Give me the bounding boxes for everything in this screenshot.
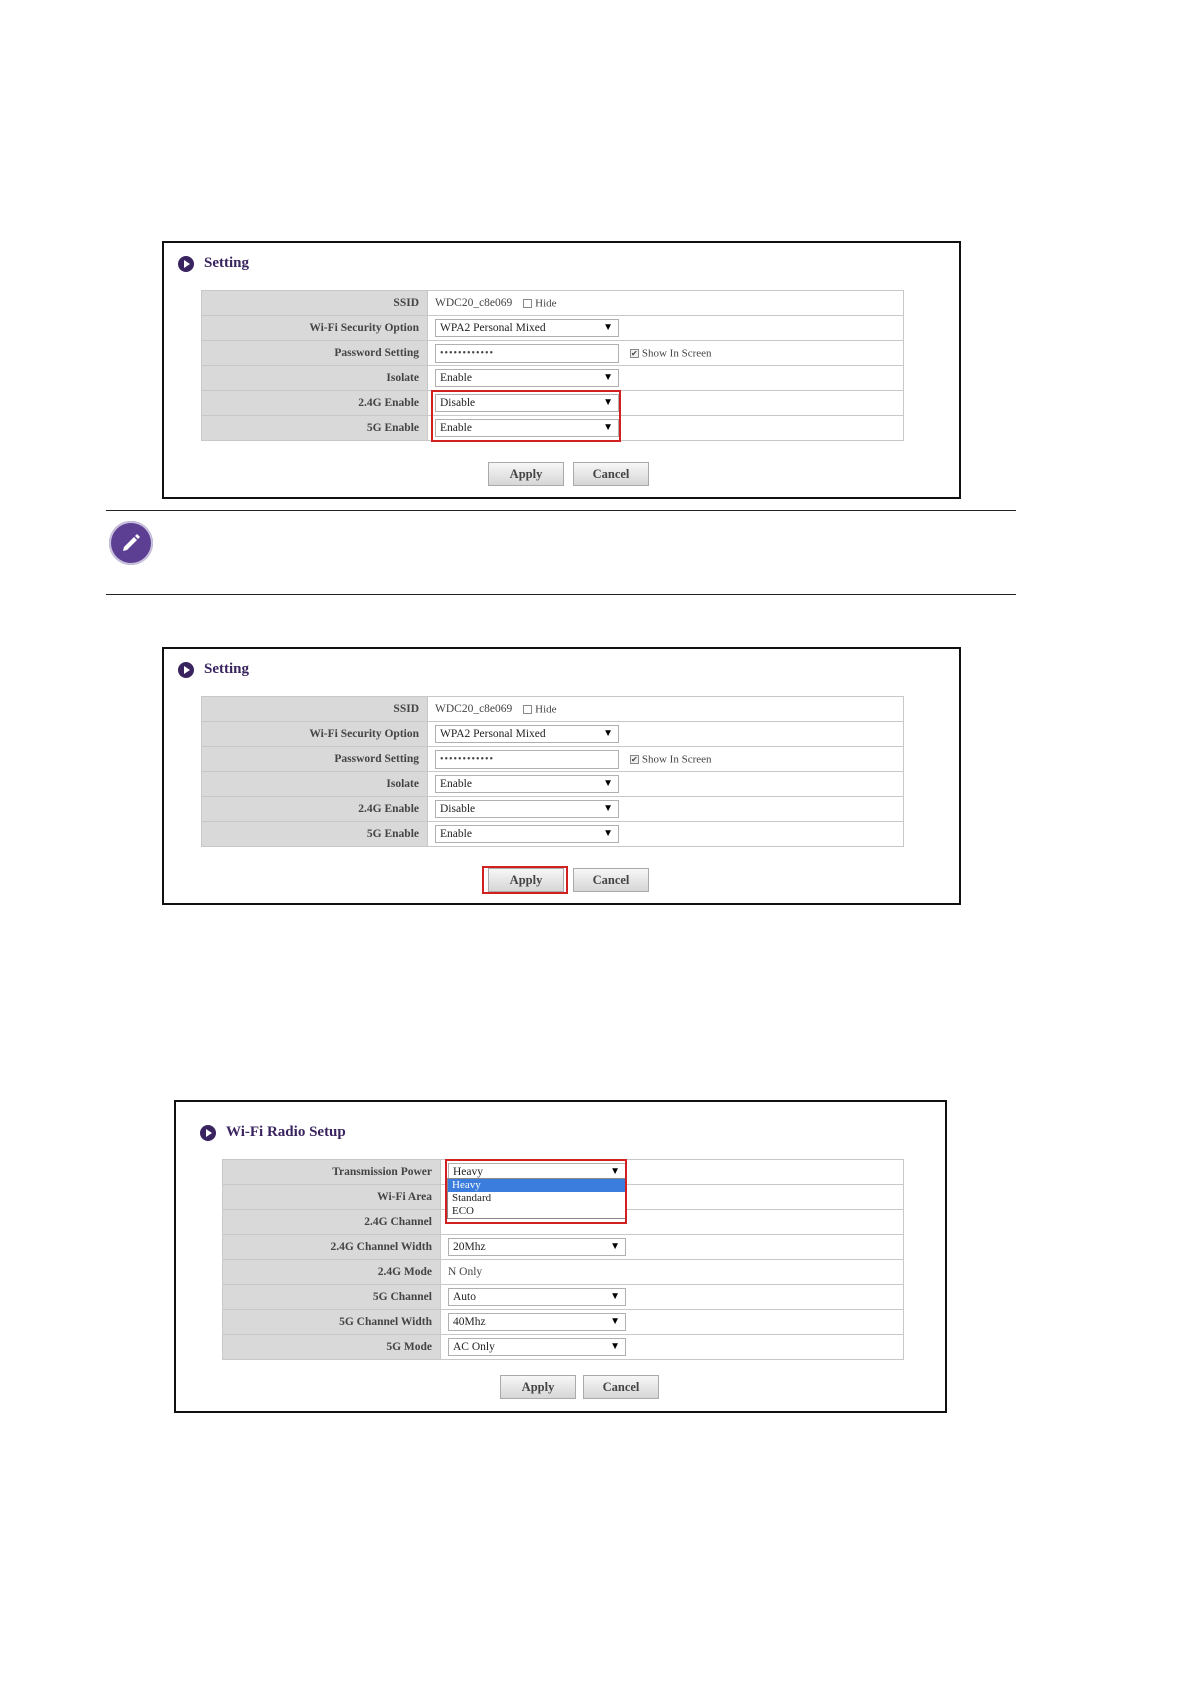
row-label: Wi-Fi Security Option	[202, 722, 428, 747]
pencil-icon	[120, 532, 142, 554]
row-label: Password Setting	[202, 341, 428, 366]
row-value	[428, 391, 904, 416]
triangle-down-icon: ▼	[610, 1341, 620, 1352]
table-row	[202, 697, 904, 722]
cancel-button[interactable]: Cancel	[573, 868, 649, 892]
row-value	[441, 1285, 904, 1310]
2-4g-enable-select[interactable]: Disable ▼	[435, 800, 619, 818]
hide-label: Hide	[535, 703, 557, 716]
security-option-select[interactable]: WPA2 Personal Mixed ▼	[435, 319, 619, 337]
table-row	[202, 722, 904, 747]
hide-checkbox[interactable]	[523, 299, 532, 308]
row-value	[428, 416, 904, 441]
ssid-value: WDC20_c8e069	[435, 702, 513, 715]
row-label: 5G Mode	[223, 1335, 441, 1360]
dropdown-option-eco[interactable]: ECO	[452, 1205, 474, 1217]
row-value	[441, 1235, 904, 1260]
show-in-screen-label: Show In Screen	[641, 753, 712, 765]
triangle-down-icon: ▼	[603, 372, 613, 383]
triangle-down-icon: ▼	[610, 1291, 620, 1302]
row-label: SSID	[202, 697, 428, 722]
panel-header	[178, 661, 249, 678]
row-label: 2.4G Enable	[202, 797, 428, 822]
wifi-radio-setup-panel	[174, 1100, 947, 1413]
row-label: Wi-Fi Area	[223, 1185, 441, 1210]
table-row	[202, 366, 904, 391]
row-value	[428, 822, 904, 847]
row-label: 2.4G Enable	[202, 391, 428, 416]
table-row	[202, 391, 904, 416]
triangle-down-icon: ▼	[603, 397, 613, 408]
triangle-down-icon: ▼	[610, 1316, 620, 1327]
row-value	[428, 797, 904, 822]
transmission-power-select[interactable]: Heavy ▼	[448, 1163, 626, 1181]
table-row	[202, 747, 904, 772]
table-row	[202, 291, 904, 316]
row-label: 2.4G Channel Width	[223, 1235, 441, 1260]
5g-channel-width-select[interactable]: 40Mhz ▼	[448, 1313, 626, 1331]
triangle-down-icon: ▼	[603, 422, 613, 433]
table-row	[202, 416, 904, 441]
row-label: 5G Enable	[202, 416, 428, 441]
row-value	[428, 772, 904, 797]
cancel-button[interactable]: Cancel	[573, 462, 649, 486]
2-4g-enable-select[interactable]: Disable ▼	[435, 394, 619, 412]
row-value: N Only	[441, 1260, 904, 1285]
row-label: Password Setting	[202, 747, 428, 772]
dropdown-option-heavy[interactable]: Heavy	[448, 1179, 626, 1192]
panel-title: Setting	[204, 661, 249, 677]
apply-button[interactable]: Apply	[488, 868, 564, 892]
ssid-value: WDC20_c8e069	[435, 296, 513, 309]
2-4g-channel-width-select[interactable]: 20Mhz ▼	[448, 1238, 626, 1256]
5g-enable-select[interactable]: Enable ▼	[435, 419, 619, 437]
settings-table	[201, 290, 904, 441]
row-value	[441, 1335, 904, 1360]
row-value	[428, 697, 904, 722]
row-value	[441, 1310, 904, 1335]
row-label: Isolate	[202, 366, 428, 391]
table-row	[223, 1310, 904, 1335]
isolate-select[interactable]: Enable ▼	[435, 369, 619, 387]
security-option-select[interactable]: WPA2 Personal Mixed ▼	[435, 725, 619, 743]
table-row	[202, 316, 904, 341]
apply-button[interactable]: Apply	[500, 1375, 576, 1399]
password-input[interactable]: ••••••••••••	[435, 344, 619, 363]
hide-label: Hide	[535, 297, 557, 310]
triangle-down-icon: ▼	[610, 1166, 620, 1177]
row-value	[428, 747, 904, 772]
triangle-down-icon: ▼	[603, 778, 613, 789]
row-label: 5G Channel	[223, 1285, 441, 1310]
table-row	[223, 1260, 904, 1285]
row-label: 2.4G Channel	[223, 1210, 441, 1235]
5g-enable-select[interactable]: Enable ▼	[435, 825, 619, 843]
row-label: Isolate	[202, 772, 428, 797]
row-value	[428, 316, 904, 341]
row-label: Wi-Fi Security Option	[202, 316, 428, 341]
table-row	[223, 1285, 904, 1310]
show-in-screen-label: Show In Screen	[641, 347, 712, 359]
triangle-down-icon: ▼	[603, 322, 613, 333]
table-row	[223, 1235, 904, 1260]
row-label: Transmission Power	[223, 1160, 441, 1185]
table-row	[202, 772, 904, 797]
table-row	[223, 1335, 904, 1360]
hide-checkbox[interactable]	[523, 705, 532, 714]
row-value	[428, 291, 904, 316]
note-bottom-rule	[106, 594, 1016, 595]
note-top-rule	[106, 510, 1016, 511]
triangle-down-icon: ▼	[603, 803, 613, 814]
setting-panel-2	[162, 647, 961, 905]
row-value	[428, 722, 904, 747]
row-label: SSID	[202, 291, 428, 316]
show-in-screen-checkbox[interactable]: ✔	[631, 348, 638, 358]
panel-title: Wi-Fi Radio Setup	[226, 1124, 346, 1140]
isolate-select[interactable]: Enable ▼	[435, 775, 619, 793]
table-row	[202, 822, 904, 847]
row-label: 5G Enable	[202, 822, 428, 847]
triangle-down-icon: ▼	[603, 828, 613, 839]
cancel-button[interactable]: Cancel	[583, 1375, 659, 1399]
table-row	[202, 797, 904, 822]
dropdown-option-standard[interactable]: Standard	[452, 1192, 492, 1204]
settings-table	[201, 696, 904, 847]
table-row	[202, 341, 904, 366]
triangle-down-icon: ▼	[610, 1241, 620, 1252]
show-in-screen-checkbox[interactable]: ✔	[631, 754, 638, 764]
play-circle-icon	[178, 662, 194, 678]
5g-channel-select[interactable]: Auto ▼	[448, 1288, 626, 1306]
row-label: 5G Channel Width	[223, 1310, 441, 1335]
panel-header	[178, 255, 249, 272]
row-value	[428, 341, 904, 366]
row-value	[428, 366, 904, 391]
row-label: 2.4G Mode	[223, 1260, 441, 1285]
play-circle-icon	[178, 256, 194, 272]
play-circle-icon	[200, 1125, 216, 1141]
transmission-power-dropdown-list	[447, 1178, 627, 1219]
password-input[interactable]: ••••••••••••	[435, 750, 619, 769]
setting-panel-1	[162, 241, 961, 499]
panel-header	[200, 1124, 346, 1141]
apply-button[interactable]: Apply	[488, 462, 564, 486]
triangle-down-icon: ▼	[603, 728, 613, 739]
panel-title: Setting	[204, 255, 249, 271]
note-badge	[109, 521, 153, 565]
5g-mode-select[interactable]: AC Only ▼	[448, 1338, 626, 1356]
